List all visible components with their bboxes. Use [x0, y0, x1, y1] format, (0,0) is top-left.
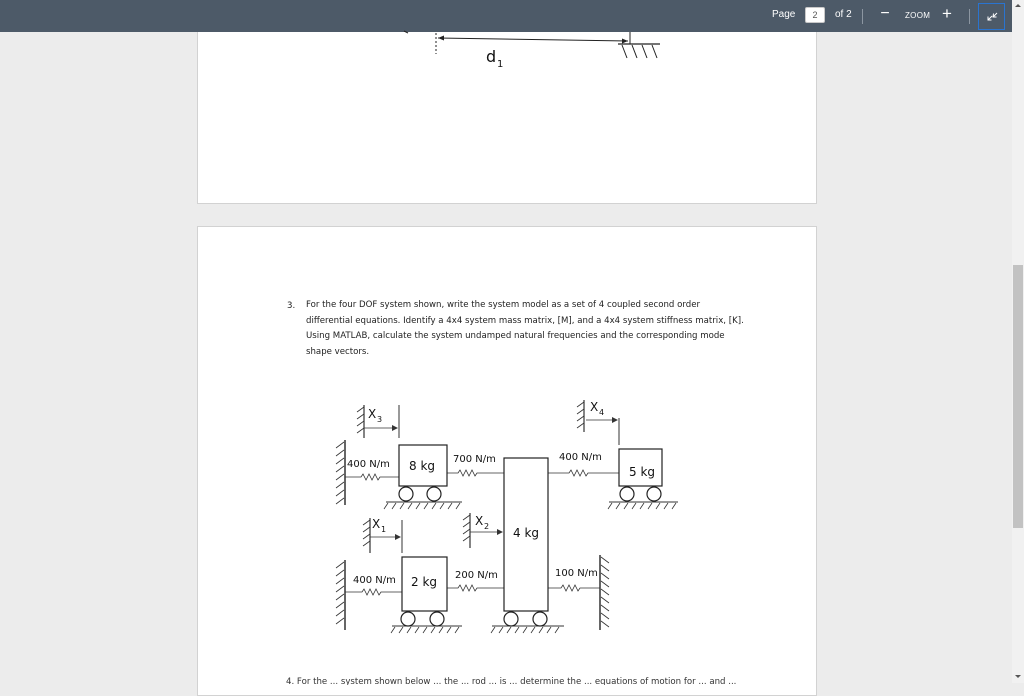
- x4-label: X: [590, 400, 599, 414]
- mass-2kg-label: 2 kg: [411, 575, 438, 589]
- scrollbar-thumb[interactable]: [1013, 265, 1023, 528]
- dimension-d1-subscript: 1: [497, 59, 504, 70]
- next-question-partial-text: 4. For the ... system shown below ... the ... rod ... is ... determine the ... equations of motion for ... and ...: [286, 677, 737, 685]
- mass-5kg-label: 5 kg: [629, 465, 656, 479]
- x1-label: X: [372, 517, 381, 531]
- scroll-up-arrow-icon[interactable]: [1012, 0, 1024, 12]
- spring-4kg-wall-label: 100 N/m: [555, 568, 598, 579]
- x1-subscript: 1: [381, 525, 387, 534]
- x3-label: X: [368, 407, 377, 421]
- spring-wall-2kg-label: 400 N/m: [353, 575, 396, 586]
- mass-8kg-label: 8 kg: [409, 459, 436, 473]
- spring-8kg-4kg-label: 700 N/m: [453, 454, 496, 465]
- x3-subscript: 3: [377, 415, 383, 424]
- x2-label: X: [475, 514, 484, 528]
- spring-4kg-5kg-label: 400 N/m: [559, 452, 602, 463]
- dimension-d1-label: d: [486, 47, 497, 66]
- zoom-out-button[interactable]: −: [880, 5, 890, 22]
- spring-wall-8kg-label: 400 N/m: [347, 459, 390, 470]
- x2-subscript: 2: [484, 522, 490, 531]
- question-number: 3.: [287, 301, 296, 311]
- zoom-in-button[interactable]: +: [942, 4, 952, 23]
- question-text: For the four DOF system shown, write the system model as a set of 4 coupled second order differential equations. Identify a 4x4 system mass matrix, [M], and a 4x4 system stiffness matrix, [K]. Using MATLAB, calculate the system undamped natural frequencies and the corresponding mode shape vectors.: [306, 300, 744, 357]
- x4-subscript: 4: [599, 408, 605, 417]
- page-count-label: of 2: [835, 9, 852, 20]
- spring-2kg-4kg-label: 200 N/m: [455, 570, 498, 581]
- scroll-down-arrow-icon[interactable]: [1012, 670, 1024, 682]
- zoom-label: ZOOM: [905, 11, 931, 20]
- page-label: Page: [772, 9, 796, 20]
- mass-4kg-label: 4 kg: [513, 526, 540, 540]
